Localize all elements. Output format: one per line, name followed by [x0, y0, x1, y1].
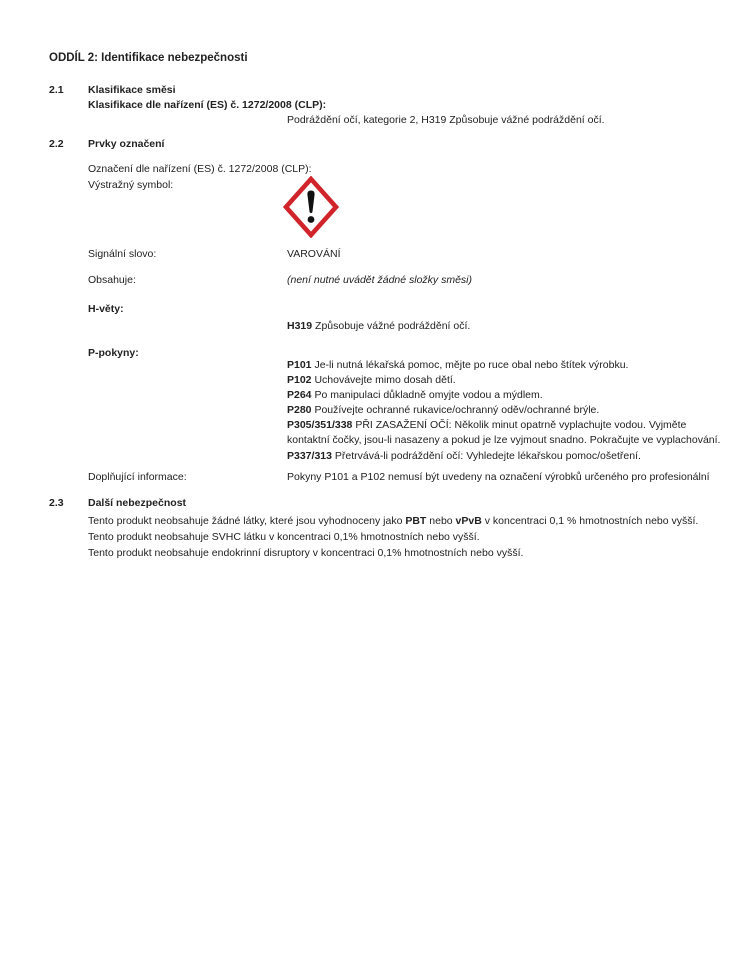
- subsection-number: 2.1: [49, 84, 64, 96]
- labeling-regulation-heading: Označení dle nařízení (ES) č. 1272/2008 (CLP):: [88, 163, 312, 175]
- p-statement-line: P102 Uchovávejte mimo dosah dětí.: [287, 374, 456, 387]
- p-statement-line: P280 Používejte ochranné rukavice/ochranný oděv/ochranné brýle.: [287, 404, 600, 417]
- p-statement-line: P264 Po manipulaci důkladně omyjte vodou a mýdlem.: [287, 389, 543, 402]
- classification-regulation-heading: Klasifikace dle nařízení (ES) č. 1272/2008 (CLP):: [88, 99, 327, 111]
- other-hazards-line: Tento produkt neobsahuje endokrinní disruptory v koncentraci 0,1% hmotnostních nebo vyšší.: [88, 547, 524, 559]
- p-statement-line: P305/351/338 PŘI ZASAŽENÍ OČÍ: Několik minut opatrně vyplachujte vodou. Vyjměte: [287, 419, 687, 432]
- contains-row: [88, 274, 472, 286]
- subsection-2-2-heading: [49, 138, 164, 150]
- h-statements-label: H-věty:: [88, 303, 124, 315]
- other-hazards-line: Tento produkt neobsahuje žádné látky, které jsou vyhodnoceny jako PBT nebo vPvB v koncentraci 0,1 % hmotnostních nebo vyšší.: [88, 515, 699, 527]
- subsection-2-3-heading: [49, 497, 186, 509]
- p-statements-block: [287, 358, 720, 464]
- pictogram-label: Výstražný symbol:: [88, 179, 174, 191]
- classification-value: Podráždění očí, kategorie 2, H319 Způsobuje vážné podráždění očí.: [287, 114, 605, 126]
- contains-label: Obsahuje:: [88, 274, 136, 286]
- subsection-title: Další nebezpečnost: [88, 497, 187, 509]
- contains-value: (není nutné uvádět žádné složky směsi): [287, 274, 473, 286]
- p-statement-line: P101 Je-li nutná lékařská pomoc, mějte po ruce obal nebo štítek výrobku.: [287, 359, 629, 371]
- additional-info-label: Doplňující informace:: [88, 471, 187, 483]
- h-statement-value: [287, 320, 470, 332]
- section-title: ODDÍL 2: Identifikace nebezpečnosti: [49, 52, 248, 64]
- additional-info-row: [88, 471, 710, 483]
- other-hazards-block: [88, 513, 698, 561]
- subsection-number: 2.2: [49, 138, 64, 150]
- signal-word-row: [88, 248, 340, 260]
- additional-info-value: Pokyny P101 a P102 nemusí být uvedeny na označení výrobků určeného pro profesionální: [287, 471, 710, 483]
- subsection-title: Klasifikace směsi: [88, 84, 176, 96]
- subsection-number: 2.3: [49, 497, 64, 509]
- h-code: H319: [287, 320, 313, 332]
- subsection-title: Prvky označení: [88, 138, 165, 150]
- subsection-2-1-heading: [49, 84, 176, 96]
- other-hazards-line: Tento produkt neobsahuje SVHC látku v koncentraci 0,1% hmotnostních nebo vyšší.: [88, 531, 480, 543]
- p-statements-label: P-pokyny:: [88, 347, 139, 359]
- p-statement-line: kontaktní čočky, jsou-li nasazeny a pokud je lze vyjmout snadno. Pokračujte ve vyplachování.: [287, 434, 721, 447]
- signal-word-value: VAROVÁNÍ: [287, 248, 341, 260]
- h-text: Způsobuje vážné podráždění očí.: [312, 320, 471, 332]
- p-statement-line: P337/313 Přetrvává-li podráždění očí: Vyhledejte lékařskou pomoc/ošetření.: [287, 449, 641, 462]
- ghs07-exclamation-icon: [283, 176, 339, 238]
- signal-word-label: Signální slovo:: [88, 248, 157, 260]
